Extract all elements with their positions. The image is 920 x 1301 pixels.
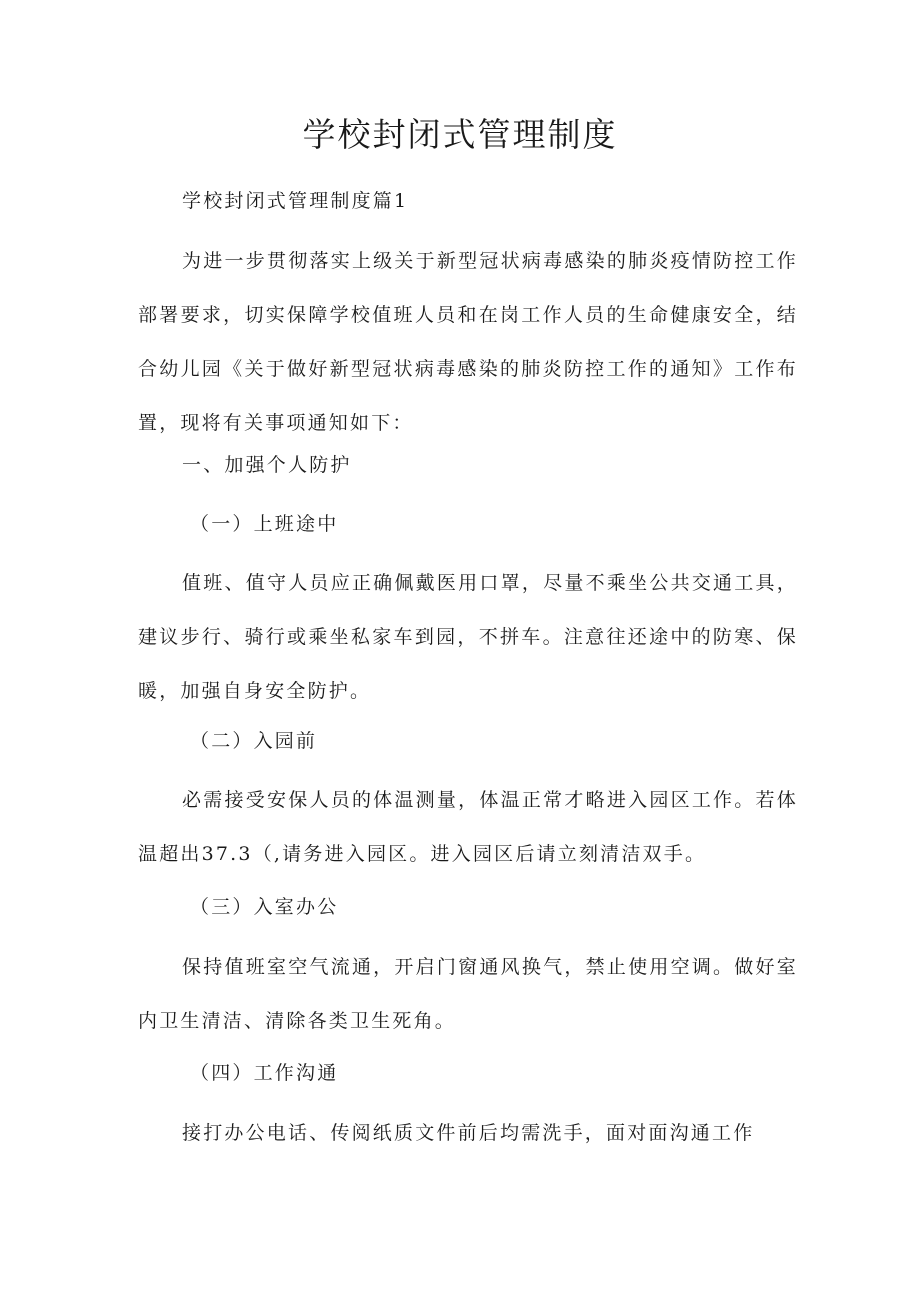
body-paragraph: 必需接受安保人员的体温测量，体温正常才略进入园区工作。若体温超出37.3（,请务进入园区。进入园区后请立刻清洁双手。: [138, 789, 798, 865]
subsection-heading: （三）入室办公: [190, 896, 339, 918]
section-heading: 学校封闭式管理制度篇1: [182, 190, 409, 212]
subsection-heading: （二）入园前: [190, 730, 318, 752]
part-heading: 一、加强个人防护: [182, 454, 352, 476]
document-title: 学校封闭式管理制度: [302, 115, 618, 154]
intro-paragraph: 为进一步贯彻落实上级关于新型冠状病毒感染的肺炎疫情防控工作部署要求，切实保障学校值班人员和在岗工作人员的生命健康安全，结合幼儿园《关于做好新型冠状病毒感染的肺炎防控工作的通知》工作布置，现将有关事项通知如下：: [138, 250, 798, 434]
subsection-heading: （一）上班途中: [190, 513, 339, 535]
subsection-heading: （四）工作沟通: [190, 1062, 339, 1084]
body-paragraph: 保持值班室空气流通，开启门窗通风换气，禁止使用空调。做好室内卫生清洁、清除各类卫生死角。: [138, 956, 798, 1032]
body-paragraph: 接打办公电话、传阅纸质文件前后均需洗手，面对面沟通工作: [182, 1122, 755, 1144]
body-paragraph: 值班、值守人员应正确佩戴医用口罩，尽量不乘坐公共交通工具，建议步行、骑行或乘坐私家车到园，不拼车。注意往还途中的防寒、保暖，加强自身安全防护。: [138, 572, 798, 702]
